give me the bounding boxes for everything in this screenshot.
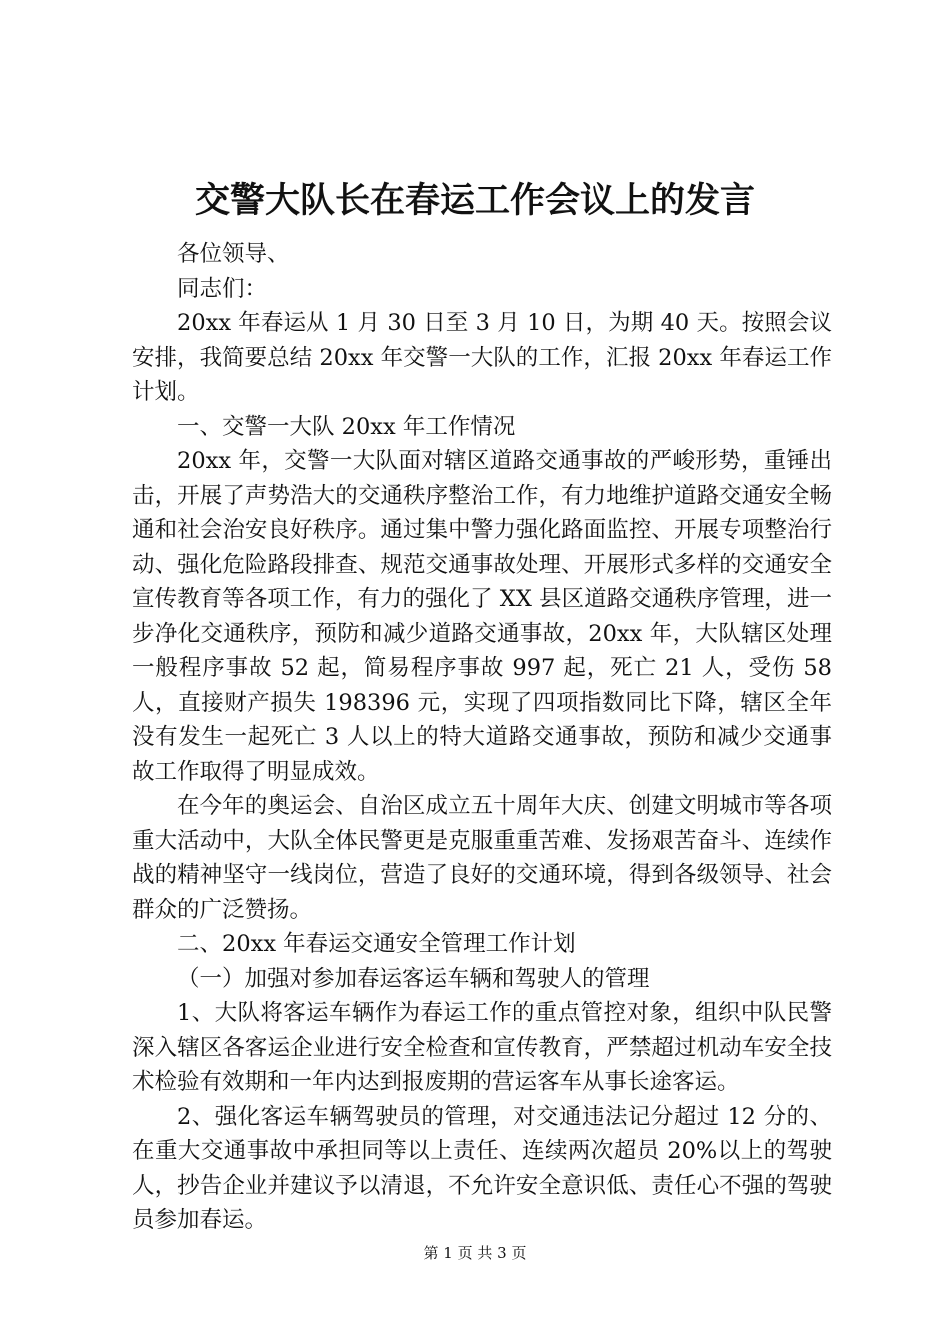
salutation-comrades: 同志们： — [177, 275, 268, 302]
intro-paragraph: 20xx 年春运从 1 月 30 日至 3 月 10 日，为期 40 天。按照会议安排，我简要总结 20xx 年交警一大队的工作，汇报 20xx 年春运工作计划。 — [132, 310, 832, 405]
section-heading-1: 一、交警一大队 20xx 年工作情况 — [177, 413, 516, 440]
major-events-paragraph: 在今年的奥运会、自治区成立五十周年大庆、创建文明城市等各项重大活动中，大队全体民警更是克服重重苦难、发扬艰苦奋斗、连续作战的精神坚守一线岗位，营造了良好的交通环境，得到各级领导、社会群众的广泛赞扬。 — [132, 793, 832, 923]
plan-item-1: 1、大队将客运车辆作为春运工作的重点管控对象，组织中队民警深入辖区各客运企业进行安全检查和宣传教育，严禁超过机动车安全技术检验有效期和一年内达到报废期的营运客车从事长途客运。 — [132, 1000, 832, 1095]
page-footer: 第 1 页 共 3 页 — [423, 1244, 527, 1262]
work-summary-paragraph: 20xx 年，交警一大队面对辖区道路交通事故的严峻形势，重锤出击，开展了声势浩大的交通秩序整治工作，有力地维护道路交通安全畅通和社会治安良好秩序。通过集中警力强化路面监控、开展专项整治行动、强化危险路段排查、规范交通事故处理、开展形式多样的交通安全宣传教育等各项工作，有力的强化了 XX 县区道路交通秩序管理，进一步净化交通秩序，预防和减少道路交通事故，20xx 年，大队辖区处理一般程序事故 52 起，简易程序事故 997 起，死亡 21 人，受伤 58 人，直接财产损失 198396 元，实现了四项指数同比下降，辖区全年没有发生一起死亡 3 人以上的特大道路交通事故，预防和减少交通事故工作取得了明显成效。 — [132, 448, 832, 785]
document-body — [132, 237, 832, 1238]
subsection-heading-1: （一）加强对参加春运客运车辆和驾驶人的管理 — [177, 965, 650, 992]
document-title: 交警大队长在春运工作会议上的发言 — [194, 180, 755, 221]
plan-item-2: 2、强化客运车辆驾驶员的管理，对交通违法记分超过 12 分的、在重大交通事故中承担同等以上责任、连续两次超员 20%以上的驾驶人，抄告企业并建议予以清退，不允许安全意识低、责任心不强的驾驶员参加春运。 — [132, 1103, 832, 1233]
salutation-leaders: 各位领导、 — [177, 241, 290, 267]
section-heading-2: 二、20xx 年春运交通安全管理工作计划 — [177, 931, 576, 957]
